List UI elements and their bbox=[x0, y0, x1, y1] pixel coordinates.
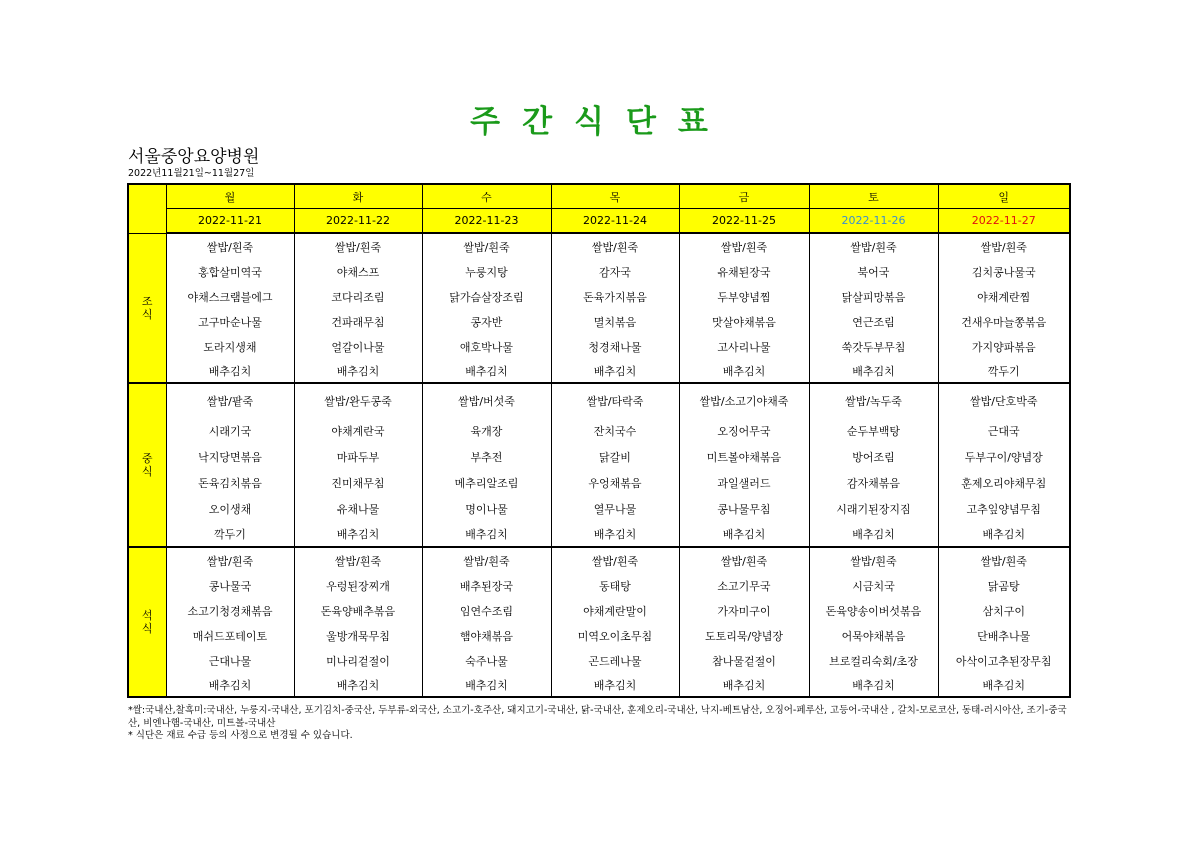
menu-item: 깍두기 bbox=[938, 359, 1070, 383]
menu-item: 쌀밥/흰죽 bbox=[422, 547, 551, 573]
menu-item: 얼갈이나물 bbox=[294, 334, 422, 359]
menu-item: 명이나물 bbox=[422, 496, 551, 521]
menu-item: 쌀밥/흰죽 bbox=[938, 233, 1070, 259]
notes bbox=[128, 705, 1078, 743]
menu-item: 진미채무침 bbox=[294, 470, 422, 496]
menu-item: 야채계란말이 bbox=[551, 598, 679, 623]
menu-item: 고사리나물 bbox=[679, 334, 809, 359]
menu-item: 쌀밥/흰죽 bbox=[294, 547, 422, 573]
menu-item: 낙지당면볶음 bbox=[166, 443, 294, 470]
menu-item: 배추김치 bbox=[809, 359, 938, 383]
weekly-menu-table bbox=[127, 183, 1071, 698]
menu-row bbox=[128, 334, 1070, 359]
menu-item: 배추김치 bbox=[551, 521, 679, 547]
menu-row bbox=[128, 648, 1070, 673]
menu-item: 미나리겉절이 bbox=[294, 648, 422, 673]
menu-item: 깍두기 bbox=[166, 521, 294, 547]
menu-item: 북어국 bbox=[809, 259, 938, 284]
menu-item: 메추리알조림 bbox=[422, 470, 551, 496]
menu-item: 쌀밥/완두콩죽 bbox=[294, 383, 422, 418]
meal-label bbox=[128, 233, 166, 383]
date-header: 2022-11-25 bbox=[679, 209, 809, 234]
menu-item: 쌀밥/흰죽 bbox=[422, 233, 551, 259]
menu-row bbox=[128, 547, 1070, 573]
menu-item: 잔치국수 bbox=[551, 418, 679, 443]
menu-item: 감자국 bbox=[551, 259, 679, 284]
menu-item: 쌀밥/팥죽 bbox=[166, 383, 294, 418]
menu-item: 연근조림 bbox=[809, 309, 938, 334]
menu-item: 닭가슴살장조림 bbox=[422, 284, 551, 309]
menu-item: 브로컬리숙회/초장 bbox=[809, 648, 938, 673]
menu-item: 쌀밥/흰죽 bbox=[166, 547, 294, 573]
menu-item: 배추김치 bbox=[809, 673, 938, 697]
menu-item: 숙주나물 bbox=[422, 648, 551, 673]
menu-item: 훈제오리야채무침 bbox=[938, 470, 1070, 496]
menu-item: 닭곰탕 bbox=[938, 573, 1070, 598]
menu-row bbox=[128, 359, 1070, 383]
menu-item: 코다리조림 bbox=[294, 284, 422, 309]
date-header: 2022-11-24 bbox=[551, 209, 679, 234]
menu-row bbox=[128, 418, 1070, 443]
menu-item: 쌀밥/버섯죽 bbox=[422, 383, 551, 418]
menu-item: 두부양념찜 bbox=[679, 284, 809, 309]
menu-item: 맛살야채볶음 bbox=[679, 309, 809, 334]
day-header: 일 bbox=[938, 184, 1070, 209]
menu-item: 순두부백탕 bbox=[809, 418, 938, 443]
menu-item: 고추잎양념무침 bbox=[938, 496, 1070, 521]
menu-item: 건파래무침 bbox=[294, 309, 422, 334]
meal-label bbox=[128, 383, 166, 547]
menu-item: 마파두부 bbox=[294, 443, 422, 470]
menu-item: 근대나물 bbox=[166, 648, 294, 673]
day-header: 수 bbox=[422, 184, 551, 209]
menu-row bbox=[128, 443, 1070, 470]
menu-item: 참나물겉절이 bbox=[679, 648, 809, 673]
menu-item: 닭갈비 bbox=[551, 443, 679, 470]
day-header: 목 bbox=[551, 184, 679, 209]
menu-item: 삼치구이 bbox=[938, 598, 1070, 623]
corner-cell bbox=[128, 184, 166, 233]
menu-item: 쌀밥/흰죽 bbox=[679, 233, 809, 259]
menu-item: 쌀밥/흰죽 bbox=[809, 547, 938, 573]
menu-item: 쌀밥/녹두죽 bbox=[809, 383, 938, 418]
menu-item: 홍합살미역국 bbox=[166, 259, 294, 284]
page-title: 주간식단표 bbox=[470, 104, 730, 140]
menu-item: 배추김치 bbox=[938, 521, 1070, 547]
day-header-row bbox=[128, 184, 1070, 209]
day-header: 금 bbox=[679, 184, 809, 209]
menu-item: 배추김치 bbox=[679, 673, 809, 697]
menu-item: 돈육김치볶음 bbox=[166, 470, 294, 496]
meal-label-char: 식 bbox=[141, 622, 153, 635]
date-header: 2022-11-21 bbox=[166, 209, 294, 234]
menu-item: 돈육양배추볶음 bbox=[294, 598, 422, 623]
menu-item: 야채스프 bbox=[294, 259, 422, 284]
menu-item: 쌀밥/흰죽 bbox=[166, 233, 294, 259]
menu-item: 누룽지탕 bbox=[422, 259, 551, 284]
menu-item: 유채된장국 bbox=[679, 259, 809, 284]
menu-item: 배추김치 bbox=[422, 359, 551, 383]
menu-item: 쌀밥/흰죽 bbox=[938, 547, 1070, 573]
menu-item: 배추김치 bbox=[809, 521, 938, 547]
menu-item: 과일샐러드 bbox=[679, 470, 809, 496]
menu-item: 근대국 bbox=[938, 418, 1070, 443]
menu-row bbox=[128, 521, 1070, 547]
meal-label-char: 식 bbox=[141, 465, 153, 478]
menu-item: 소고기청경채볶음 bbox=[166, 598, 294, 623]
menu-item: 닭살피망볶음 bbox=[809, 284, 938, 309]
menu-row bbox=[128, 259, 1070, 284]
menu-item: 배추김치 bbox=[551, 673, 679, 697]
menu-item: 우렁된장찌개 bbox=[294, 573, 422, 598]
menu-item: 동태탕 bbox=[551, 573, 679, 598]
menu-item: 배추김치 bbox=[294, 359, 422, 383]
menu-item: 임연수조림 bbox=[422, 598, 551, 623]
menu-row bbox=[128, 383, 1070, 418]
menu-item: 배추김치 bbox=[679, 521, 809, 547]
date-header: 2022-11-23 bbox=[422, 209, 551, 234]
menu-item: 콩자반 bbox=[422, 309, 551, 334]
menu-item: 건새우마늘쫑볶음 bbox=[938, 309, 1070, 334]
menu-item: 야채계란찜 bbox=[938, 284, 1070, 309]
day-header: 월 bbox=[166, 184, 294, 209]
menu-item: 쌀밥/흰죽 bbox=[809, 233, 938, 259]
menu-item: 돈육양송이버섯볶음 bbox=[809, 598, 938, 623]
menu-item: 도토리묵/양념장 bbox=[679, 623, 809, 648]
menu-item: 매쉬드포테이토 bbox=[166, 623, 294, 648]
menu-item: 야채계란국 bbox=[294, 418, 422, 443]
menu-item: 쌀밥/단호박죽 bbox=[938, 383, 1070, 418]
meal-label-char: 조 bbox=[141, 294, 153, 308]
menu-item: 쌀밥/흰죽 bbox=[551, 547, 679, 573]
menu-item: 애호박나물 bbox=[422, 334, 551, 359]
menu-item: 쌀밥/소고기야채죽 bbox=[679, 383, 809, 418]
meal-label-char: 석 bbox=[141, 609, 153, 622]
menu-item: 배추김치 bbox=[938, 673, 1070, 697]
menu-item: 아삭이고추된장무침 bbox=[938, 648, 1070, 673]
menu-item: 쌀밥/흰죽 bbox=[679, 547, 809, 573]
date-header: 2022-11-26 bbox=[809, 209, 938, 234]
menu-item: 울방개묵무침 bbox=[294, 623, 422, 648]
menu-item: 배추김치 bbox=[166, 359, 294, 383]
menu-item: 콩나물국 bbox=[166, 573, 294, 598]
menu-item: 쑥갓두부무침 bbox=[809, 334, 938, 359]
menu-item: 야채스크램블에그 bbox=[166, 284, 294, 309]
meal-label bbox=[128, 547, 166, 697]
menu-item: 우엉채볶음 bbox=[551, 470, 679, 496]
date-header: 2022-11-27 bbox=[938, 209, 1070, 234]
meal-label-char: 중 bbox=[141, 452, 153, 465]
menu-item: 유채나물 bbox=[294, 496, 422, 521]
change-note: * 식단은 재료 수급 등의 사정으로 변경될 수 있습니다. bbox=[128, 730, 353, 741]
date-header-row bbox=[128, 209, 1070, 234]
menu-item: 쌀밥/흰죽 bbox=[551, 233, 679, 259]
menu-item: 가자미구이 bbox=[679, 598, 809, 623]
menu-item: 어묵야채볶음 bbox=[809, 623, 938, 648]
menu-row bbox=[128, 284, 1070, 309]
menu-item: 감자채볶음 bbox=[809, 470, 938, 496]
day-header: 화 bbox=[294, 184, 422, 209]
menu-item: 도라지생채 bbox=[166, 334, 294, 359]
menu-row bbox=[128, 470, 1070, 496]
menu-item: 배추김치 bbox=[551, 359, 679, 383]
menu-item: 오징어무국 bbox=[679, 418, 809, 443]
menu-item: 돈육가지볶음 bbox=[551, 284, 679, 309]
menu-item: 소고기무국 bbox=[679, 573, 809, 598]
menu-item: 쌀밥/흰죽 bbox=[294, 233, 422, 259]
menu-period: 2022년11월21일~11월27일 bbox=[128, 168, 255, 179]
menu-item: 김치콩나물국 bbox=[938, 259, 1070, 284]
menu-row bbox=[128, 673, 1070, 697]
menu-item: 배추된장국 bbox=[422, 573, 551, 598]
menu-item: 시래기국 bbox=[166, 418, 294, 443]
menu-item: 열무나물 bbox=[551, 496, 679, 521]
menu-item: 콩나물무침 bbox=[679, 496, 809, 521]
menu-row bbox=[128, 309, 1070, 334]
menu-item: 배추김치 bbox=[422, 521, 551, 547]
menu-row bbox=[128, 623, 1070, 648]
menu-item: 육개장 bbox=[422, 418, 551, 443]
menu-row bbox=[128, 233, 1070, 259]
menu-item: 가지양파볶음 bbox=[938, 334, 1070, 359]
menu-item: 시래기된장지짐 bbox=[809, 496, 938, 521]
menu-item: 두부구이/양념장 bbox=[938, 443, 1070, 470]
menu-item: 쌀밥/타락죽 bbox=[551, 383, 679, 418]
menu-item: 배추김치 bbox=[166, 673, 294, 697]
menu-item: 단배추나물 bbox=[938, 623, 1070, 648]
menu-item: 방어조림 bbox=[809, 443, 938, 470]
date-header: 2022-11-22 bbox=[294, 209, 422, 234]
hospital-name: 서울중앙요양병원 bbox=[128, 147, 260, 167]
menu-item: 배추김치 bbox=[422, 673, 551, 697]
menu-item: 배추김치 bbox=[679, 359, 809, 383]
menu-item: 배추김치 bbox=[294, 673, 422, 697]
menu-item: 미역오이초무침 bbox=[551, 623, 679, 648]
day-header: 토 bbox=[809, 184, 938, 209]
menu-item: 고구마순나물 bbox=[166, 309, 294, 334]
menu-item: 부추전 bbox=[422, 443, 551, 470]
menu-item: 곤드레나물 bbox=[551, 648, 679, 673]
menu-item: 오이생채 bbox=[166, 496, 294, 521]
origin-note: *쌀:국내산,찰흑미:국내산, 누룽지-국내산, 포기김치-중국산, 두부류-외국산, 소고기-호주산, 돼지고기-국내산, 닭-국내산, 훈제오리-국내산, 낙지-베트남산, 오징어-페루산, 고등어-국내산 , 갈치-모로코산, 동태-러시아산, 조기-중국산, 비엔나햄-국내산, 미트볼-국내산 bbox=[128, 705, 1067, 729]
meal-label-char: 식 bbox=[141, 307, 153, 321]
menu-item: 시금치국 bbox=[809, 573, 938, 598]
menu-row bbox=[128, 573, 1070, 598]
menu-item: 배추김치 bbox=[294, 521, 422, 547]
menu-row bbox=[128, 598, 1070, 623]
menu-item: 미트볼야채볶음 bbox=[679, 443, 809, 470]
menu-item: 청경채나물 bbox=[551, 334, 679, 359]
menu-item: 멸치볶음 bbox=[551, 309, 679, 334]
menu-item: 햄야채볶음 bbox=[422, 623, 551, 648]
menu-row bbox=[128, 496, 1070, 521]
